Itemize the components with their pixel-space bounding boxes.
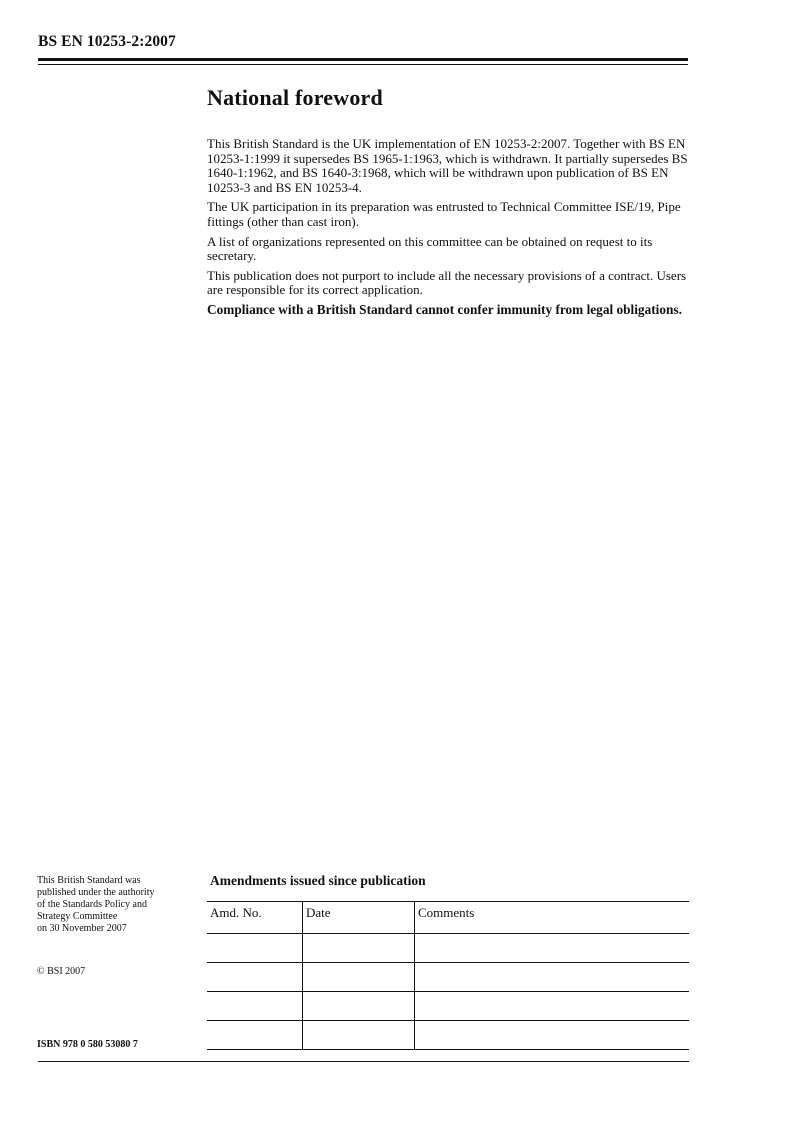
paragraph-participation: The UK participation in its preparation was entrusted to Technical Committee ISE/19, Pipe fittings (other than cast iron). — [207, 199, 681, 229]
table-row — [207, 1021, 689, 1050]
header-rule-thick — [38, 58, 688, 61]
paragraph-committee-list: A list of organizations represented on this committee can be obtained on request to its secretary. — [207, 233, 653, 264]
amd-no-cell — [207, 992, 303, 1021]
amd-no-cell — [207, 934, 303, 963]
comments-cell — [415, 992, 690, 1021]
date-cell — [303, 992, 415, 1021]
amendments-title: Amendments issued since publication — [210, 873, 426, 888]
foreword-body — [207, 137, 689, 323]
publication-note-line: on 30 November 2007 — [37, 923, 127, 934]
column-header-date: Date — [303, 902, 415, 934]
publication-note-line: of the Standards Policy and — [37, 899, 147, 910]
column-header-amd-no: Amd. No. — [207, 902, 303, 934]
isbn: ISBN 978 0 580 53080 7 — [37, 1039, 138, 1050]
publication-note-line: Strategy Committee — [37, 911, 118, 922]
header-rule-thin — [38, 64, 688, 65]
date-cell — [303, 963, 415, 992]
table-row — [207, 934, 689, 963]
publication-note-line: published under the authority — [37, 887, 155, 898]
publication-note — [37, 875, 197, 935]
paragraph-implementation: This British Standard is the UK implementation of EN 10253-2:2007. Together with BS EN 10253-1:1999 it supersedes BS 1965-1:1963, which is withdrawn. It partially supersedes BS 1640-1:1962, and BS 1640-3:1968, which will be withdrawn upon publication of BS EN 10253-3 and BS EN 10253-4. — [207, 136, 688, 195]
paragraph-provisions: This publication does not purport to include all the necessary provisions of a contract. Users are responsible for its correct application. — [207, 267, 687, 298]
copyright-notice: © BSI 2007 — [37, 966, 86, 977]
table-row — [207, 992, 689, 1021]
column-header-comments: Comments — [415, 902, 690, 934]
page-title: National foreword — [207, 85, 383, 110]
amendments-header-row — [207, 902, 689, 934]
document-id: BS EN 10253-2:2007 — [38, 33, 176, 50]
comments-cell — [415, 1021, 690, 1050]
amendments-table — [207, 901, 689, 1050]
date-cell — [303, 934, 415, 963]
publication-note-line: This British Standard was — [37, 875, 141, 886]
compliance-statement: Compliance with a British Standard cannot confer immunity from legal obligations. — [207, 301, 682, 317]
table-row — [207, 963, 689, 992]
amd-no-cell — [207, 1021, 303, 1050]
comments-cell — [415, 934, 690, 963]
footer-rule — [38, 1061, 689, 1062]
date-cell — [303, 1021, 415, 1050]
amd-no-cell — [207, 963, 303, 992]
comments-cell — [415, 963, 690, 992]
